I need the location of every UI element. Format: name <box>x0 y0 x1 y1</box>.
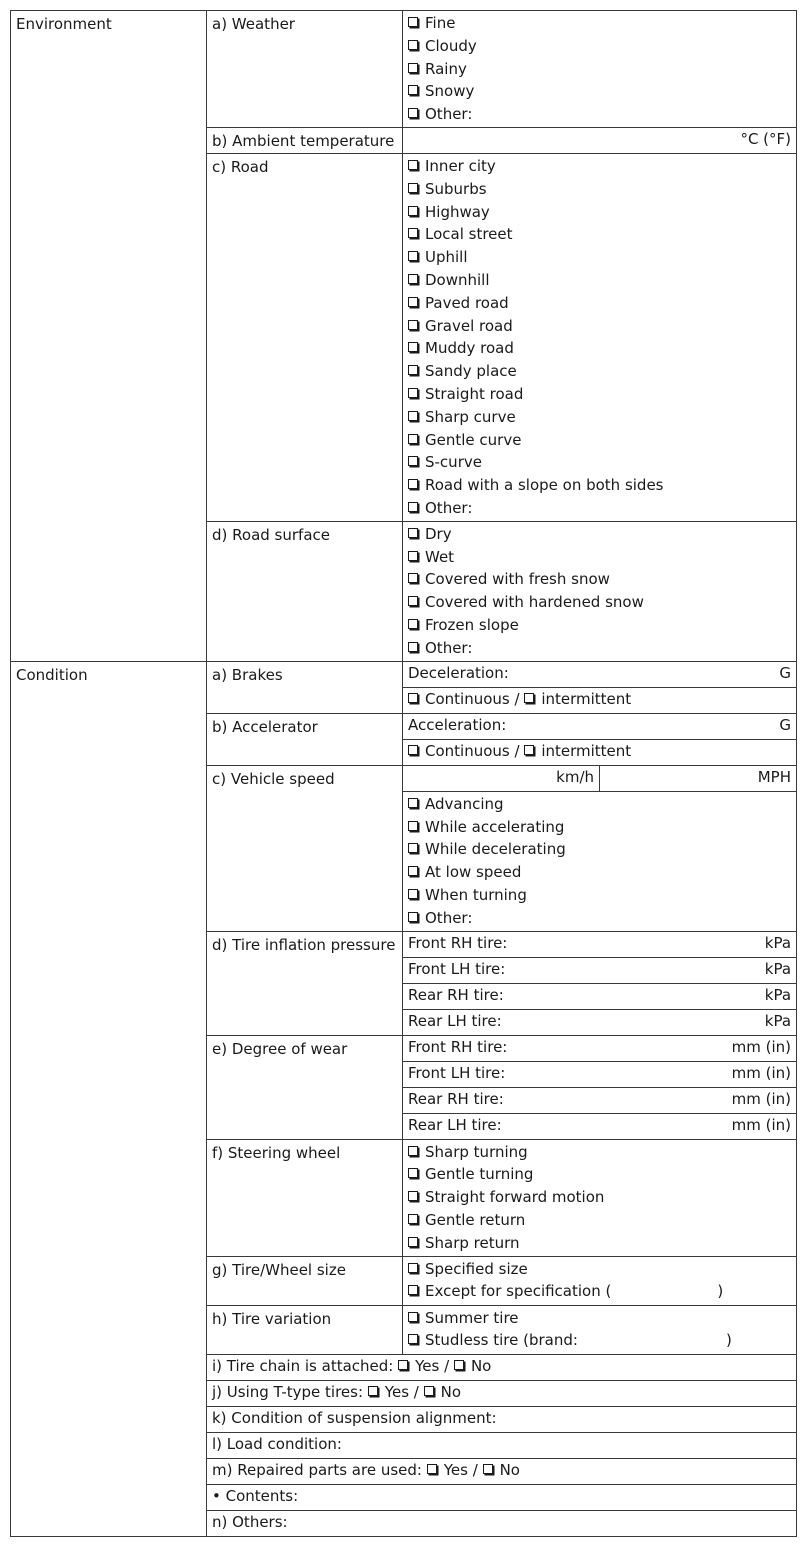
list-item[interactable]: Muddy road <box>408 337 791 360</box>
tire-wheel-size-label: g) Tire/Wheel size <box>207 1256 403 1305</box>
checkbox-icon[interactable] <box>408 1146 418 1156</box>
wear-rear-lh-field[interactable]: Rear LH tire: mm (in) <box>403 1113 797 1139</box>
checkbox-icon[interactable] <box>408 551 418 561</box>
checkbox-icon[interactable] <box>408 297 418 307</box>
checkbox-icon[interactable] <box>408 342 418 352</box>
checkbox-icon[interactable] <box>454 1360 464 1370</box>
checkbox-icon[interactable] <box>408 274 418 284</box>
pressure-rear-lh-field[interactable]: Rear LH tire: kPa <box>403 1009 797 1035</box>
list-item[interactable]: Gentle turning <box>408 1163 791 1186</box>
checkbox-icon[interactable] <box>408 1237 418 1247</box>
checkbox-icon[interactable] <box>408 85 418 95</box>
accelerator-mode-options: Continuous / intermittent <box>403 739 797 765</box>
list-item[interactable]: Studless tire (brand: ) <box>408 1329 791 1352</box>
acceleration-field[interactable]: Acceleration: G <box>403 713 797 739</box>
environment-label: Environment <box>11 11 207 662</box>
list-item[interactable]: Sandy place <box>408 360 791 383</box>
checkbox-icon[interactable] <box>408 866 418 876</box>
list-item[interactable]: Road with a slope on both sides <box>408 474 791 497</box>
list-item[interactable]: Uphill <box>408 246 791 269</box>
list-item[interactable]: Highway <box>408 201 791 224</box>
road-surface-label: d) Road surface <box>207 521 403 661</box>
list-item[interactable]: Frozen slope <box>408 614 791 637</box>
speed-kmh-field[interactable]: km/h <box>403 765 600 791</box>
list-item[interactable]: Summer tire <box>408 1307 791 1330</box>
checkbox-icon[interactable] <box>408 17 418 27</box>
list-item[interactable]: At low speed <box>408 861 791 884</box>
steering-wheel-options <box>403 1139 797 1256</box>
checkbox-icon[interactable] <box>408 108 418 118</box>
tire-variation-label: h) Tire variation <box>207 1305 403 1354</box>
ambient-temperature-field[interactable]: °C (°F) <box>403 127 797 153</box>
checkbox-icon[interactable] <box>408 434 418 444</box>
checkbox-icon[interactable] <box>408 228 418 238</box>
checkbox-icon[interactable] <box>408 642 418 652</box>
load-condition-field[interactable]: l) Load condition: <box>207 1432 797 1458</box>
list-item[interactable]: Gentle return <box>408 1209 791 1232</box>
list-item[interactable]: Other: <box>408 497 791 520</box>
list-item[interactable]: S-curve <box>408 451 791 474</box>
ambient-temperature-label: b) Ambient temperature <box>207 127 403 153</box>
checkbox-icon[interactable] <box>408 1334 418 1344</box>
checkbox-icon[interactable] <box>524 693 534 703</box>
checkbox-icon[interactable] <box>424 1386 434 1396</box>
list-item[interactable]: Suburbs <box>408 178 791 201</box>
wear-rear-rh-field[interactable]: Rear RH tire: mm (in) <box>403 1087 797 1113</box>
list-item[interactable]: Straight road <box>408 383 791 406</box>
checkbox-icon[interactable] <box>408 206 418 216</box>
checkbox-icon[interactable] <box>483 1464 493 1474</box>
checkbox-icon[interactable] <box>408 889 418 899</box>
wear-front-rh-field[interactable]: Front RH tire: mm (in) <box>403 1035 797 1061</box>
others-field[interactable]: n) Others: <box>207 1510 797 1536</box>
wear-front-lh-field[interactable]: Front LH tire: mm (in) <box>403 1061 797 1087</box>
road-options <box>403 153 797 521</box>
checkbox-icon[interactable] <box>408 456 418 466</box>
list-item[interactable]: Except for specification ( ) <box>408 1280 791 1303</box>
checkbox-icon[interactable] <box>408 745 418 755</box>
tire-pressure-label: d) Tire inflation pressure <box>207 931 403 1035</box>
road-surface-options <box>403 521 797 661</box>
accelerator-label: b) Accelerator <box>207 713 403 765</box>
checkbox-icon[interactable] <box>408 821 418 831</box>
checkbox-icon[interactable] <box>408 912 418 922</box>
checkbox-icon[interactable] <box>408 1263 418 1273</box>
checkbox-icon[interactable] <box>408 596 418 606</box>
list-item[interactable]: Sharp return <box>408 1232 791 1255</box>
vehicle-speed-options <box>403 791 797 931</box>
vehicle-speed-label: c) Vehicle speed <box>207 765 403 931</box>
pressure-rear-rh-field[interactable]: Rear RH tire: kPa <box>403 983 797 1009</box>
list-item[interactable]: Other: <box>408 907 791 930</box>
checkbox-icon[interactable] <box>408 619 418 629</box>
contents-field[interactable]: • Contents: <box>207 1484 797 1510</box>
list-item[interactable]: While decelerating <box>408 838 791 861</box>
tire-chain-row: i) Tire chain is attached: Yes / No <box>207 1354 797 1380</box>
list-item[interactable]: Local street <box>408 223 791 246</box>
weather-options <box>403 11 797 128</box>
checkbox-icon[interactable] <box>408 1191 418 1201</box>
checkbox-icon[interactable] <box>398 1360 408 1370</box>
checkbox-icon[interactable] <box>408 573 418 583</box>
steering-wheel-label: f) Steering wheel <box>207 1139 403 1256</box>
list-item[interactable]: Sharp turning <box>408 1141 791 1164</box>
condition-label: Condition <box>11 661 207 1536</box>
list-item[interactable]: Gravel road <box>408 315 791 338</box>
checkbox-icon[interactable] <box>408 183 418 193</box>
suspension-alignment-field[interactable]: k) Condition of suspension alignment: <box>207 1406 797 1432</box>
degree-of-wear-label: e) Degree of wear <box>207 1035 403 1139</box>
pressure-front-lh-field[interactable]: Front LH tire: kPa <box>403 957 797 983</box>
list-item[interactable]: Paved road <box>408 292 791 315</box>
list-item[interactable]: Fine <box>408 12 791 35</box>
pressure-front-rh-field[interactable]: Front RH tire: kPa <box>403 931 797 957</box>
checkbox-icon[interactable] <box>408 1312 418 1322</box>
checkbox-icon[interactable] <box>524 745 534 755</box>
checkbox-icon[interactable] <box>408 528 418 538</box>
list-item[interactable]: Downhill <box>408 269 791 292</box>
list-item[interactable]: Sharp curve <box>408 406 791 429</box>
checkbox-icon[interactable] <box>408 160 418 170</box>
tire-wheel-size-options <box>403 1256 797 1305</box>
checkbox-icon[interactable] <box>408 320 418 330</box>
checkbox-icon[interactable] <box>408 1285 418 1295</box>
list-item[interactable]: Cloudy <box>408 35 791 58</box>
checkbox-icon[interactable] <box>408 388 418 398</box>
list-item[interactable]: Other: <box>408 637 791 660</box>
checkbox-icon[interactable] <box>408 502 418 512</box>
list-item[interactable]: Specified size <box>408 1258 791 1281</box>
list-item[interactable]: Covered with hardened snow <box>408 591 791 614</box>
checkbox-icon[interactable] <box>408 63 418 73</box>
brakes-mode-options: Continuous / intermittent <box>403 687 797 713</box>
checkbox-icon[interactable] <box>408 251 418 261</box>
road-label: c) Road <box>207 153 403 521</box>
list-item[interactable]: Straight forward motion <box>408 1186 791 1209</box>
list-item[interactable]: Covered with fresh snow <box>408 568 791 591</box>
list-item[interactable]: Advancing <box>408 793 791 816</box>
list-item[interactable]: When turning <box>408 884 791 907</box>
checkbox-icon[interactable] <box>368 1386 378 1396</box>
checkbox-icon[interactable] <box>408 365 418 375</box>
checkbox-icon[interactable] <box>408 1214 418 1224</box>
checkbox-icon[interactable] <box>408 798 418 808</box>
t-type-tires-row: j) Using T-type tires: Yes / No <box>207 1380 797 1406</box>
list-item[interactable]: Dry <box>408 523 791 546</box>
list-item[interactable]: Wet <box>408 546 791 569</box>
brakes-label: a) Brakes <box>207 661 403 713</box>
tire-variation-options <box>403 1305 797 1354</box>
list-item[interactable]: Gentle curve <box>408 429 791 452</box>
list-item[interactable]: Inner city <box>408 155 791 178</box>
speed-mph-field[interactable]: MPH <box>600 765 797 791</box>
list-item[interactable]: Snowy <box>408 80 791 103</box>
list-item[interactable]: While accelerating <box>408 816 791 839</box>
deceleration-field[interactable]: Deceleration: G <box>403 661 797 687</box>
repaired-parts-row: m) Repaired parts are used: Yes / No <box>207 1458 797 1484</box>
checkbox-icon[interactable] <box>408 693 418 703</box>
checkbox-icon[interactable] <box>408 843 418 853</box>
checkbox-icon[interactable] <box>408 1168 418 1178</box>
list-item[interactable]: Rainy <box>408 58 791 81</box>
list-item[interactable]: Other: <box>408 103 791 126</box>
checkbox-icon[interactable] <box>408 40 418 50</box>
checkbox-icon[interactable] <box>427 1464 437 1474</box>
weather-label: a) Weather <box>207 11 403 128</box>
checkbox-icon[interactable] <box>408 411 418 421</box>
checkbox-icon[interactable] <box>408 479 418 489</box>
diagnosis-form-table <box>10 10 797 1537</box>
